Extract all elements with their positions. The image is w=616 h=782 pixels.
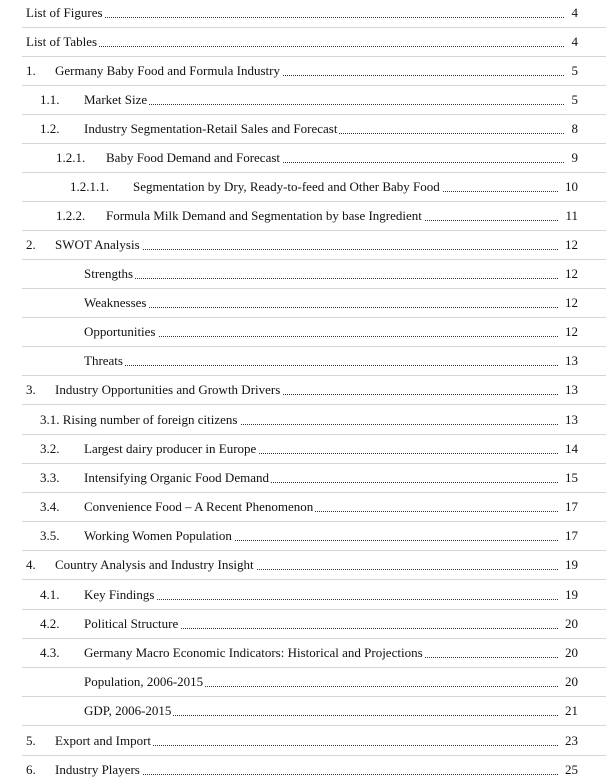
toc-dot-leader xyxy=(84,91,564,105)
toc-entry-page-number: 13 xyxy=(565,412,578,427)
toc-entry-number: 1.2. xyxy=(40,121,60,136)
toc-entry-title: Formula Milk Demand and Segmentation by base Ingredient xyxy=(106,208,422,223)
toc-entry[interactable] xyxy=(0,411,616,428)
toc-entry[interactable] xyxy=(0,236,616,253)
toc-entry-title: Export and Import xyxy=(55,733,152,748)
toc-entry-page-number: 5 xyxy=(571,63,578,78)
toc-entry[interactable] xyxy=(0,761,616,778)
toc-entry-title: Germany Baby Food and Formula Industry xyxy=(55,63,280,78)
toc-entry-page-number: 23 xyxy=(565,733,578,748)
toc-entry[interactable] xyxy=(0,62,616,79)
toc-entry-page-number: 9 xyxy=(571,150,578,165)
toc-entry-page-number: 5 xyxy=(571,92,578,107)
toc-entry-title: Baby Food Demand and Forecast xyxy=(106,150,281,165)
toc-entry-page-number: 12 xyxy=(565,266,578,281)
toc-entry-title: GDP, 2006-2015 xyxy=(84,703,172,718)
toc-entry[interactable] xyxy=(0,294,616,311)
toc-entry-title: Opportunities xyxy=(84,324,156,339)
toc-entry-number: 4.2. xyxy=(40,616,60,631)
toc-entry-number: 3. xyxy=(26,382,36,397)
toc-entry-title: Segmentation by Dry, Ready-to-feed and Other Baby Food xyxy=(133,179,440,194)
toc-entry[interactable] xyxy=(0,615,616,632)
toc-entry-number: 1. xyxy=(26,63,36,78)
toc-entry[interactable] xyxy=(0,207,616,224)
toc-entry-number: 4.1. xyxy=(40,587,60,602)
toc-entry-page-number: 21 xyxy=(565,703,578,718)
toc-separator xyxy=(22,201,606,202)
toc-entry-title: 3.1. Rising number of foreign citizens xyxy=(40,412,238,427)
toc-entry-title: Industry Players xyxy=(55,762,140,777)
toc-entry-title: Weaknesses xyxy=(84,295,147,310)
toc-separator xyxy=(22,463,606,464)
toc-entry-title: Population, 2006-2015 xyxy=(84,674,204,689)
toc-entry-page-number: 13 xyxy=(565,353,578,368)
toc-entry-title: SWOT Analysis xyxy=(55,237,140,252)
toc-separator xyxy=(22,550,606,551)
toc-entry[interactable] xyxy=(0,586,616,603)
toc-dot-leader xyxy=(84,352,558,366)
toc-separator xyxy=(22,696,606,697)
toc-separator xyxy=(22,172,606,173)
toc-entry[interactable] xyxy=(0,732,616,749)
toc-entry-number: 4.3. xyxy=(40,645,60,660)
toc-entry-title: Market Size xyxy=(84,92,148,107)
toc-entry-title: Germany Macro Economic Indicators: Historical and Projections xyxy=(84,645,423,660)
toc-entry[interactable] xyxy=(0,91,616,108)
toc-separator xyxy=(22,609,606,610)
toc-entry[interactable] xyxy=(0,702,616,719)
toc-entry[interactable] xyxy=(0,440,616,457)
toc-entry-title: Industry Segmentation-Retail Sales and Forecast xyxy=(84,121,338,136)
toc-entry[interactable] xyxy=(0,644,616,661)
toc-entry[interactable] xyxy=(0,527,616,544)
toc-separator xyxy=(22,56,606,57)
toc-entry-page-number: 17 xyxy=(565,528,578,543)
toc-dot-leader xyxy=(26,33,564,47)
toc-dot-leader xyxy=(26,4,564,18)
toc-separator xyxy=(22,521,606,522)
toc-entry-page-number: 20 xyxy=(565,674,578,689)
toc-entry-number: 1.2.2. xyxy=(56,208,86,223)
toc-entry-number: 1.2.1.1. xyxy=(70,179,109,194)
toc-entry[interactable] xyxy=(0,120,616,137)
toc-entry-number: 2. xyxy=(26,237,36,252)
toc-entry-page-number: 8 xyxy=(571,121,578,136)
toc-entry-page-number: 4 xyxy=(571,5,578,20)
toc-entry[interactable] xyxy=(0,178,616,195)
toc-separator xyxy=(22,492,606,493)
toc-separator xyxy=(22,667,606,668)
toc-entry[interactable] xyxy=(0,4,616,21)
toc-separator xyxy=(22,114,606,115)
toc-entry-page-number: 25 xyxy=(565,762,578,777)
toc-entry-page-number: 15 xyxy=(565,470,578,485)
toc-entry-page-number: 12 xyxy=(565,295,578,310)
toc-entry[interactable] xyxy=(0,556,616,573)
toc-entry[interactable] xyxy=(0,265,616,282)
toc-entry-page-number: 19 xyxy=(565,557,578,572)
toc-entry-title: List of Figures xyxy=(26,5,103,20)
toc-entry-title: Industry Opportunities and Growth Drivers xyxy=(55,382,281,397)
toc-separator xyxy=(22,346,606,347)
toc-entry[interactable] xyxy=(0,498,616,515)
toc-entry-title: Political Structure xyxy=(84,616,179,631)
toc-entry-page-number: 11 xyxy=(565,208,578,223)
toc-separator xyxy=(22,317,606,318)
toc-entry-number: 3.2. xyxy=(40,441,60,456)
toc-entry-page-number: 10 xyxy=(565,179,578,194)
toc-entry-page-number: 14 xyxy=(565,441,578,456)
toc-entry-title: Key Findings xyxy=(84,587,155,602)
toc-entry-page-number: 20 xyxy=(565,645,578,660)
toc-dot-leader xyxy=(84,294,558,308)
toc-separator xyxy=(22,85,606,86)
toc-entry-title: Convenience Food – A Recent Phenomenon xyxy=(84,499,314,514)
toc-separator xyxy=(22,725,606,726)
toc-separator xyxy=(22,259,606,260)
toc-entry-page-number: 17 xyxy=(565,499,578,514)
toc-entry-title: Strengths xyxy=(84,266,134,281)
toc-entry[interactable] xyxy=(0,469,616,486)
toc-entry[interactable] xyxy=(0,149,616,166)
toc-entry-title: List of Tables xyxy=(26,34,98,49)
toc-entry-page-number: 12 xyxy=(565,324,578,339)
toc-separator xyxy=(22,638,606,639)
toc-separator xyxy=(22,434,606,435)
toc-separator xyxy=(22,27,606,28)
toc-entry[interactable] xyxy=(0,381,616,398)
toc-entry-title: Working Women Population xyxy=(84,528,232,543)
toc-entry-number: 1.2.1. xyxy=(56,150,86,165)
toc-entry-title: Largest dairy producer in Europe xyxy=(84,441,257,456)
toc-entry-title: Country Analysis and Industry Insight xyxy=(55,557,254,572)
toc-entry-title: Intensifying Organic Food Demand xyxy=(84,470,269,485)
toc-entry-page-number: 12 xyxy=(565,237,578,252)
toc-separator xyxy=(22,288,606,289)
toc-entry-number: 3.4. xyxy=(40,499,60,514)
toc-entry-number: 5. xyxy=(26,733,36,748)
toc-entry-page-number: 20 xyxy=(565,616,578,631)
toc-separator xyxy=(22,755,606,756)
toc-entry[interactable] xyxy=(0,352,616,369)
toc-separator xyxy=(22,375,606,376)
toc-entry-number: 3.5. xyxy=(40,528,60,543)
toc-entry[interactable] xyxy=(0,673,616,690)
toc-entry-page-number: 13 xyxy=(565,382,578,397)
toc-entry-number: 1.1. xyxy=(40,92,60,107)
toc-separator xyxy=(22,143,606,144)
toc-entry-number: 6. xyxy=(26,762,36,777)
toc-separator xyxy=(22,404,606,405)
toc-entry-page-number: 19 xyxy=(565,587,578,602)
toc-entry-number: 3.3. xyxy=(40,470,60,485)
toc-dot-leader xyxy=(84,265,558,279)
toc-separator xyxy=(22,230,606,231)
toc-entry-number: 4. xyxy=(26,557,36,572)
toc-entry[interactable] xyxy=(0,323,616,340)
toc-entry-title: Threats xyxy=(84,353,123,368)
toc-entry-page-number: 4 xyxy=(571,34,578,49)
toc-separator xyxy=(22,579,606,580)
toc-entry[interactable] xyxy=(0,33,616,50)
